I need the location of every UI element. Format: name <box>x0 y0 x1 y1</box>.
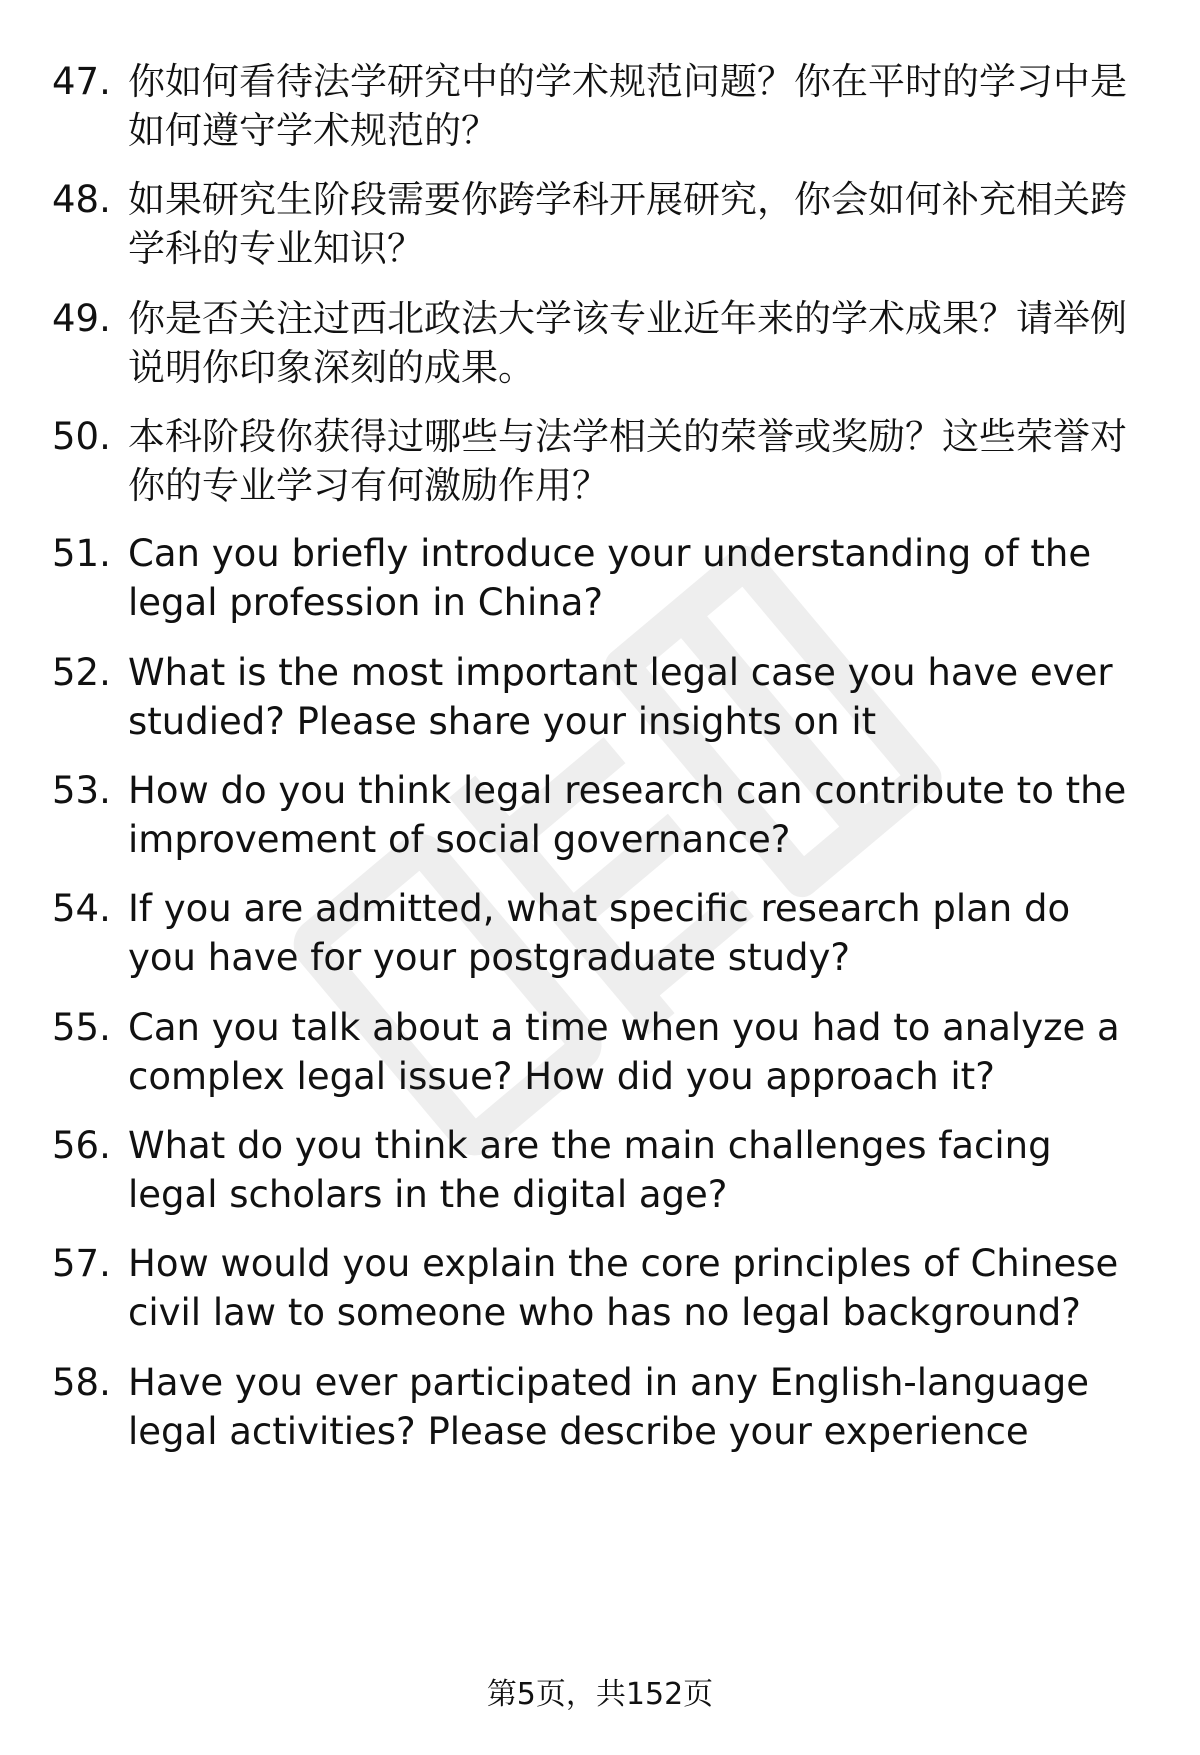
question-item <box>52 529 1152 627</box>
question-text: If you are admitted, what specific research plan do you have for your postgraduate study? <box>128 887 1071 979</box>
question-text: 你是否关注过西北政法大学该专业近年来的学术成果？请举例说明你印象深刻的成果。 <box>128 297 1127 389</box>
question-number: 51. <box>52 532 111 575</box>
question-item <box>52 884 1152 982</box>
question-item <box>52 57 1152 155</box>
question-item <box>52 412 1152 510</box>
question-item <box>52 1358 1152 1456</box>
page-footer: 第5页，共152页 <box>486 1677 714 1712</box>
question-item <box>52 1003 1152 1101</box>
question-item <box>52 175 1152 273</box>
question-text: How would you explain the core principles of Chinese civil law to someone who has no legal background? <box>128 1242 1119 1334</box>
question-text: 本科阶段你获得过哪些与法学相关的荣誉或奖励？这些荣誉对你的专业学习有何激励作用？ <box>128 415 1127 507</box>
question-number: 58. <box>52 1361 111 1404</box>
question-number: 52. <box>52 651 111 694</box>
question-text: What do you think are the main challenges facing legal scholars in the digital age? <box>128 1124 1052 1216</box>
question-item <box>52 1239 1152 1337</box>
question-text: Can you talk about a time when you had to analyze a complex legal issue? How did you approach it? <box>128 1006 1120 1098</box>
question-text: What is the most important legal case you have ever studied? Please share your insights on it <box>128 651 1113 743</box>
question-number: 55. <box>52 1006 111 1049</box>
question-number: 54. <box>52 887 111 930</box>
question-number: 56. <box>52 1124 111 1167</box>
question-number: 49. <box>52 297 111 340</box>
question-item <box>52 648 1152 746</box>
question-number: 57. <box>52 1242 111 1285</box>
question-text: Can you briefly introduce your understanding of the legal profession in China? <box>128 532 1092 624</box>
question-item <box>52 766 1152 864</box>
question-number: 50. <box>52 415 111 458</box>
question-item <box>52 1121 1152 1219</box>
question-number: 47. <box>52 60 111 103</box>
question-text: Have you ever participated in any English-language legal activities? Please describe your experience <box>128 1361 1090 1453</box>
question-text: 如果研究生阶段需要你跨学科开展研究，你会如何补充相关跨学科的专业知识？ <box>128 178 1127 270</box>
question-number: 53. <box>52 769 111 812</box>
question-item <box>52 294 1152 392</box>
question-text: 你如何看待法学研究中的学术规范问题？你在平时的学习中是如何遵守学术规范的？ <box>128 60 1127 152</box>
question-number: 48. <box>52 178 111 221</box>
question-text: How do you think legal research can contribute to the improvement of social governance? <box>128 769 1127 861</box>
